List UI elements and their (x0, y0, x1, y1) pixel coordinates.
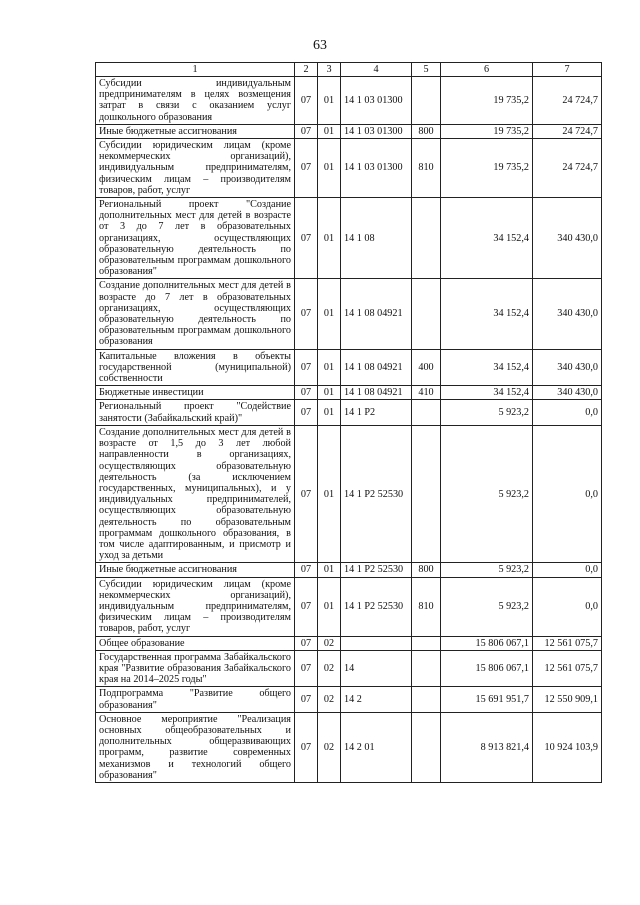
row-name: Региональный проект "Содействие занятости (Забайкальский край)" (96, 400, 295, 425)
expense-type-code (412, 77, 441, 125)
column-header: 1 (96, 63, 295, 77)
amount-year-1: 15 806 067,1 (441, 636, 533, 650)
subsection-code: 01 (318, 349, 341, 386)
subsection-code: 01 (318, 400, 341, 425)
table-row (96, 279, 602, 349)
column-header: 2 (295, 63, 318, 77)
amount-year-2: 12 561 075,7 (533, 650, 602, 687)
expense-type-code (412, 687, 441, 712)
table-row (96, 386, 602, 400)
row-name: Подпрограмма "Развитие общего образования" (96, 687, 295, 712)
budget-table (95, 62, 602, 783)
table-row (96, 712, 602, 782)
amount-year-1: 5 923,2 (441, 563, 533, 577)
row-name: Иные бюджетные ассигнования (96, 563, 295, 577)
expense-type-code: 800 (412, 563, 441, 577)
section-code: 07 (295, 425, 318, 562)
target-article-code: 14 1 08 (341, 198, 412, 279)
table-row (96, 563, 602, 577)
amount-year-1: 5 923,2 (441, 425, 533, 562)
section-code: 07 (295, 198, 318, 279)
expense-type-code (412, 279, 441, 349)
section-code: 07 (295, 712, 318, 782)
expense-type-code: 800 (412, 124, 441, 138)
amount-year-1: 5 923,2 (441, 577, 533, 636)
amount-year-1: 34 152,4 (441, 198, 533, 279)
table-body (96, 77, 602, 783)
row-name: Основное мероприятие "Реализация основных общеобразовательных и дополнительных общеразвивающих программ, развитие современных механизмов и технологий общего образования" (96, 712, 295, 782)
row-name: Государственная программа Забайкальского края "Развитие образования Забайкальского края на 2014–2025 годы" (96, 650, 295, 687)
amount-year-2: 0,0 (533, 425, 602, 562)
subsection-code: 02 (318, 650, 341, 687)
page-number: 63 (313, 38, 327, 53)
target-article-code: 14 1 08 04921 (341, 386, 412, 400)
expense-type-code: 410 (412, 386, 441, 400)
column-header: 6 (441, 63, 533, 77)
target-article-code: 14 (341, 650, 412, 687)
target-article-code: 14 1 P2 52530 (341, 563, 412, 577)
amount-year-1: 15 806 067,1 (441, 650, 533, 687)
table-row (96, 77, 602, 125)
subsection-code: 01 (318, 77, 341, 125)
expense-type-code (412, 425, 441, 562)
amount-year-2: 12 550 909,1 (533, 687, 602, 712)
table-row (96, 636, 602, 650)
expense-type-code: 810 (412, 577, 441, 636)
expense-type-code (412, 712, 441, 782)
subsection-code: 01 (318, 279, 341, 349)
amount-year-2: 340 430,0 (533, 349, 602, 386)
target-article-code: 14 2 01 (341, 712, 412, 782)
table-row (96, 139, 602, 198)
subsection-code: 01 (318, 386, 341, 400)
header-row (96, 63, 602, 77)
column-header: 5 (412, 63, 441, 77)
table-row (96, 650, 602, 687)
row-name: Бюджетные инвестиции (96, 386, 295, 400)
target-article-code: 14 1 08 04921 (341, 349, 412, 386)
target-article-code (341, 636, 412, 650)
amount-year-2: 24 724,7 (533, 77, 602, 125)
amount-year-2: 0,0 (533, 563, 602, 577)
amount-year-1: 19 735,2 (441, 77, 533, 125)
target-article-code: 14 1 03 01300 (341, 139, 412, 198)
amount-year-1: 34 152,4 (441, 279, 533, 349)
section-code: 07 (295, 687, 318, 712)
section-code: 07 (295, 77, 318, 125)
section-code: 07 (295, 279, 318, 349)
amount-year-2: 0,0 (533, 577, 602, 636)
row-name: Капитальные вложения в объекты государственной (муниципальной) собственности (96, 349, 295, 386)
section-code: 07 (295, 386, 318, 400)
table-row (96, 400, 602, 425)
amount-year-2: 12 561 075,7 (533, 636, 602, 650)
section-code: 07 (295, 124, 318, 138)
amount-year-2: 340 430,0 (533, 198, 602, 279)
column-header: 7 (533, 63, 602, 77)
column-header: 4 (341, 63, 412, 77)
table-row (96, 124, 602, 138)
amount-year-1: 5 923,2 (441, 400, 533, 425)
expense-type-code (412, 198, 441, 279)
section-code: 07 (295, 349, 318, 386)
expense-type-code: 810 (412, 139, 441, 198)
table-row (96, 687, 602, 712)
table-row (96, 198, 602, 279)
amount-year-1: 34 152,4 (441, 349, 533, 386)
section-code: 07 (295, 563, 318, 577)
target-article-code: 14 2 (341, 687, 412, 712)
amount-year-2: 340 430,0 (533, 386, 602, 400)
expense-type-code (412, 400, 441, 425)
target-article-code: 14 1 P2 52530 (341, 577, 412, 636)
section-code: 07 (295, 400, 318, 425)
table-row (96, 425, 602, 562)
expense-type-code: 400 (412, 349, 441, 386)
subsection-code: 01 (318, 577, 341, 636)
target-article-code: 14 1 P2 (341, 400, 412, 425)
expense-type-code (412, 650, 441, 687)
row-name: Создание дополнительных мест для детей в возрасте от 1,5 до 3 лет любой направленности в организациях, осуществляющих образовательную деятельность (за исключением государственных, муниципальных), и у индивидуальных предпринимателей, осуществляющих образовательную деятельность по образовательным программам дошкольного образования, в том числе адаптированным, и присмотр и уход за детьми (96, 425, 295, 562)
amount-year-1: 15 691 951,7 (441, 687, 533, 712)
target-article-code: 14 1 08 04921 (341, 279, 412, 349)
row-name: Создание дополнительных мест для детей в возрасте до 7 лет в образовательных организациях, осуществляющих образовательную деятельность по образовательным программам дошкольного образования (96, 279, 295, 349)
subsection-code: 02 (318, 636, 341, 650)
subsection-code: 02 (318, 687, 341, 712)
target-article-code: 14 1 03 01300 (341, 77, 412, 125)
row-name: Общее образование (96, 636, 295, 650)
section-code: 07 (295, 577, 318, 636)
amount-year-2: 340 430,0 (533, 279, 602, 349)
subsection-code: 01 (318, 198, 341, 279)
row-name: Региональный проект "Создание дополнительных мест для детей в возрасте от 3 до 7 лет в образовательных организациях, осуществляющих образовательную деятельность по образовательным программам дошкольного образования" (96, 198, 295, 279)
amount-year-2: 10 924 103,9 (533, 712, 602, 782)
amount-year-2: 24 724,7 (533, 124, 602, 138)
subsection-code: 01 (318, 425, 341, 562)
section-code: 07 (295, 139, 318, 198)
target-article-code: 14 1 03 01300 (341, 124, 412, 138)
subsection-code: 02 (318, 712, 341, 782)
row-name: Субсидии юридическим лицам (кроме некоммерческих организаций), индивидуальным предпринимателям, физическим лицам – производителям товаров, работ, услуг (96, 577, 295, 636)
section-code: 07 (295, 650, 318, 687)
column-header: 3 (318, 63, 341, 77)
subsection-code: 01 (318, 124, 341, 138)
row-name: Субсидии индивидуальным предпринимателям в целях возмещения затрат в связи с оказанием услуг дошкольного образования (96, 77, 295, 125)
amount-year-1: 19 735,2 (441, 139, 533, 198)
amount-year-2: 0,0 (533, 400, 602, 425)
table-row (96, 349, 602, 386)
amount-year-1: 8 913 821,4 (441, 712, 533, 782)
table-row (96, 577, 602, 636)
amount-year-2: 24 724,7 (533, 139, 602, 198)
amount-year-1: 19 735,2 (441, 124, 533, 138)
row-name: Иные бюджетные ассигнования (96, 124, 295, 138)
subsection-code: 01 (318, 139, 341, 198)
target-article-code: 14 1 P2 52530 (341, 425, 412, 562)
section-code: 07 (295, 636, 318, 650)
amount-year-1: 34 152,4 (441, 386, 533, 400)
subsection-code: 01 (318, 563, 341, 577)
expense-type-code (412, 636, 441, 650)
row-name: Субсидии юридическим лицам (кроме некоммерческих организаций), индивидуальным предпринимателям, физическим лицам – производителям товаров, работ, услуг (96, 139, 295, 198)
